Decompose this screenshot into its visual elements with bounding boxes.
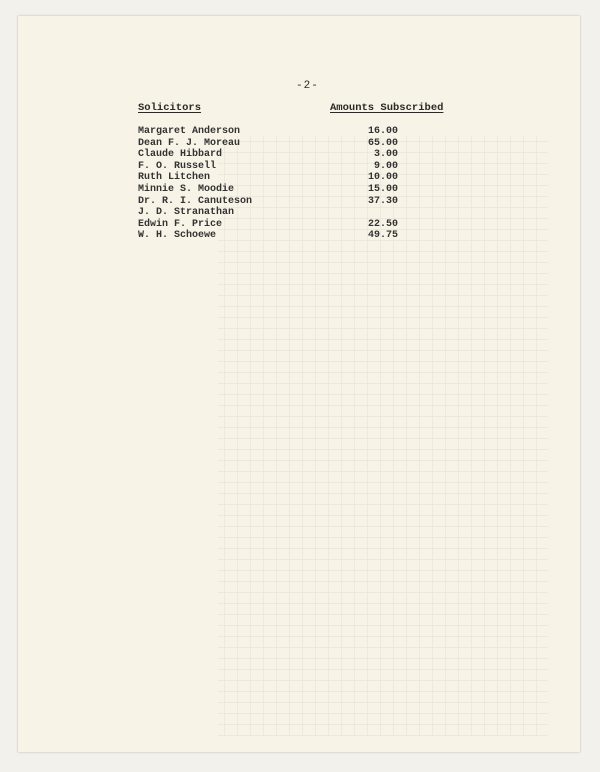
document-page xyxy=(18,16,580,752)
list-item xyxy=(138,196,398,208)
list-item xyxy=(138,230,398,242)
amount-subscribed: 16.00 xyxy=(367,126,398,137)
amount-subscribed: 9.00 xyxy=(373,160,398,172)
solicitor-name: Dean F. J. Moreau xyxy=(138,137,241,149)
solicitor-name: W. H. Schoewe xyxy=(138,230,217,242)
list-item xyxy=(138,161,398,173)
solicitor-name: Claude Hibbard xyxy=(138,149,223,161)
subscription-list xyxy=(138,126,398,242)
solicitor-name: Edwin F. Price xyxy=(138,218,223,230)
list-item xyxy=(138,149,398,161)
solicitor-name: F. O. Russell xyxy=(138,160,217,172)
solicitor-name: Minnie S. Moodie xyxy=(138,183,235,195)
list-item xyxy=(138,184,398,196)
list-item xyxy=(138,126,398,138)
amount-subscribed: 3.00 xyxy=(373,149,398,161)
solicitors-header: Solicitors xyxy=(138,102,202,114)
amount-subscribed: 22.50 xyxy=(367,218,398,230)
page-number: -2- xyxy=(296,80,319,92)
amount-subscribed: 65.00 xyxy=(367,137,398,149)
amount-subscribed: 15.00 xyxy=(367,183,398,195)
list-item xyxy=(138,172,398,184)
solicitor-name: J. D. Stranathan xyxy=(138,207,235,219)
list-item xyxy=(138,219,398,231)
amount-subscribed: 10.00 xyxy=(367,172,398,184)
list-item xyxy=(138,207,398,219)
solicitor-name: Dr. R. I. Canuteson xyxy=(138,195,253,207)
solicitor-name: Ruth Litchen xyxy=(138,172,211,184)
amounts-header: Amounts Subscribed xyxy=(330,102,444,114)
solicitor-name: Margaret Anderson xyxy=(138,126,241,137)
list-item xyxy=(138,138,398,150)
amount-subscribed: 49.75 xyxy=(367,230,398,242)
amount-subscribed: 37.30 xyxy=(367,195,398,207)
